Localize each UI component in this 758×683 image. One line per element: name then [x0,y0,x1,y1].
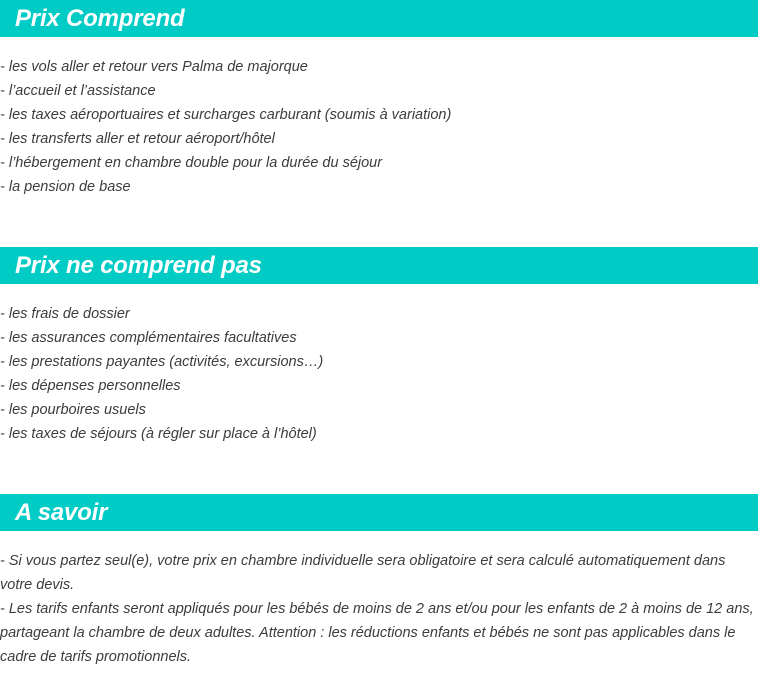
section-prix-comprend [0,0,758,199]
list-item: - les taxes aéroportuaires et surcharges carburant (soumis à variation) [0,107,452,123]
section-a-savoir [0,494,758,669]
list-item: - les vols aller et retour vers Palma de majorque [0,59,308,75]
section-header [0,494,758,531]
section-title: Prix Comprend [15,5,185,32]
list-item: - l’accueil et l’assistance [0,83,156,99]
section-prix-ne-comprend-pas [0,247,758,446]
list-item: - les taxes de séjours (à régler sur place à l’hôtel) [0,426,317,442]
list-item: - la pension de base [0,179,131,195]
excluded-list [0,302,758,446]
section-title: Prix ne comprend pas [15,252,262,279]
included-list [0,55,758,199]
list-item: - les transferts aller et retour aéroport/hôtel [0,131,275,147]
list-item: - les assurances complémentaires facultatives [0,330,297,346]
list-item: - l’hébergement en chambre double pour la durée du séjour [0,155,383,171]
section-title: A savoir [15,499,108,526]
info-paragraph: - Les tarifs enfants seront appliqués pour les bébés de moins de 2 ans et/ou pour les enfants de 2 à moins de 12 ans, partageant la chambre de deux adultes. Attention : les réductions enfants et bébés ne sont pas applicables dans le cadre de tarifs promotionnels. [0,601,754,665]
list-item: - les frais de dossier [0,306,130,322]
info-paragraph: - Si vous partez seul(e), votre prix en chambre individuelle sera obligatoire et sera calculé automatiquement dans votre devis. [0,553,726,593]
list-item: - les dépenses personnelles [0,378,181,394]
list-item: - les prestations payantes (activités, excursions…) [0,354,324,370]
section-header [0,247,758,284]
list-item: - les pourboires usuels [0,402,146,418]
section-header [0,0,758,37]
info-paragraphs [0,549,758,669]
